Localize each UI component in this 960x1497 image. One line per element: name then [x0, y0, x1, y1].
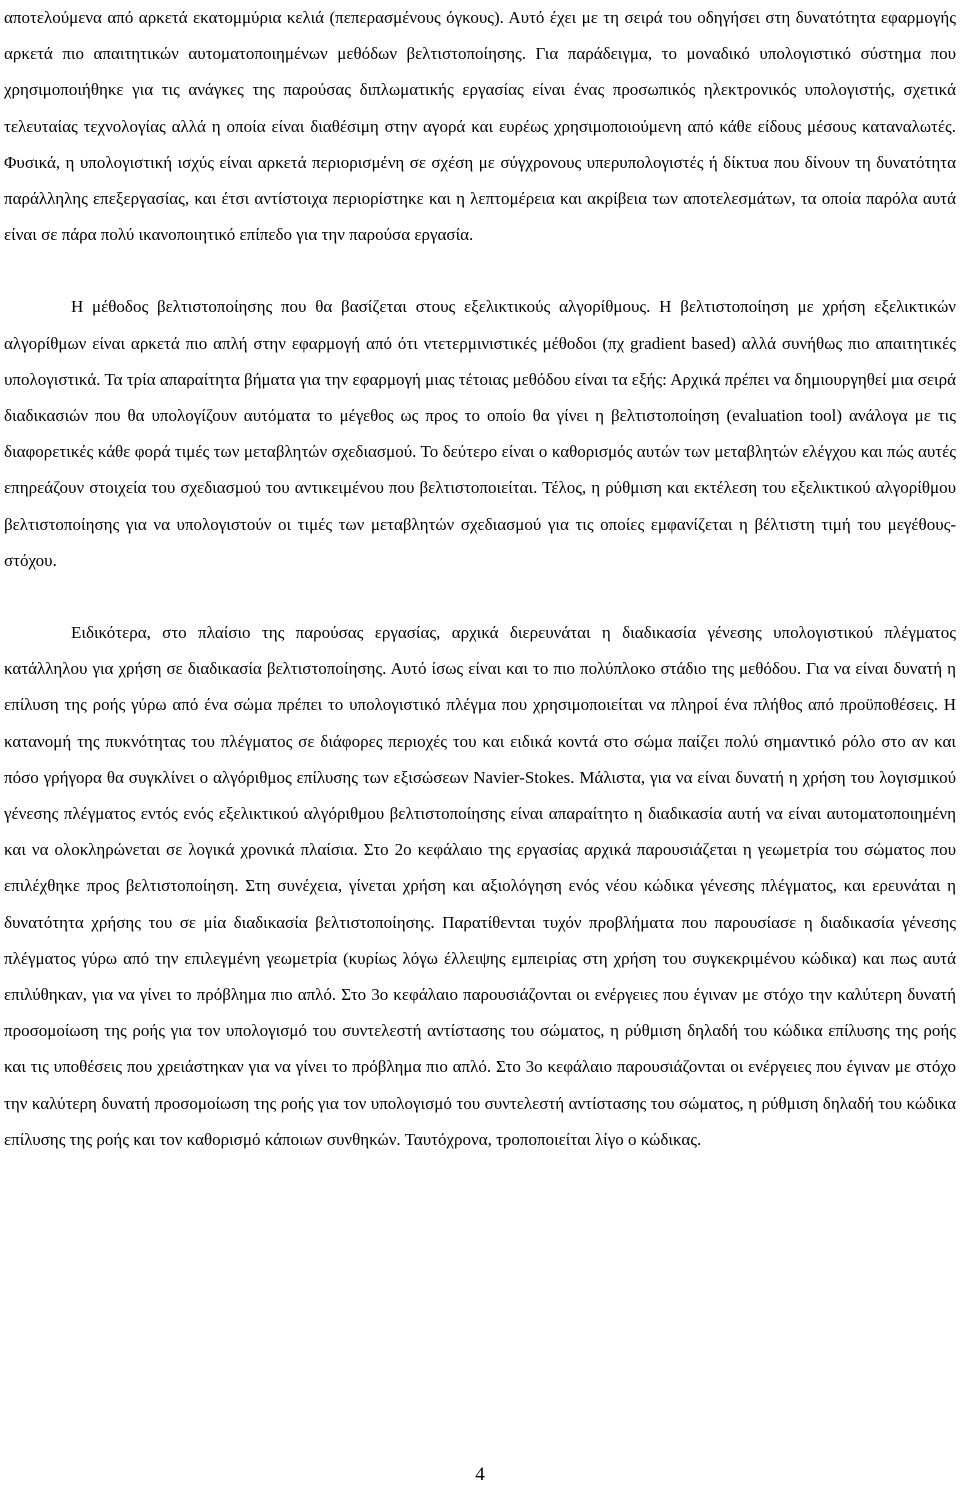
page-number: 4: [475, 1464, 485, 1485]
paragraph-1: αποτελούμενα από αρκετά εκατομμύρια κελιά (πεπερασμένους όγκους). Αυτό έχει με τη σειρά του οδηγήσει στη δυνατότητα εφαρμογής αρκετά πιο απαιτητικών αυτοματοποιημένων μεθόδων βελτιστοποίησης. Για παράδειγμα, το μοναδικό υπολογιστικό σύστημα που χρησιμοποιήθηκε για τις ανάγκες της παρούσας διπλωματικής εργασίας είναι ένας προσωπικός ηλεκτρονικός υπολογιστής, σχετικά τελευταίας τεχνολογίας αλλά η οποία είναι διαθέσιμη στην αγορά και ευρέως χρησιμοποιούμενη από κάθε είδους μέσους καταναλωτές. Φυσικά, η υπολογιστική ισχύς είναι αρκετά περιορισμένη σε σχέση με σύγχρονους υπερυπολογιστές ή δίκτυα που δίνουν τη δυνατότητα παράλληλης επεξεργασίας, και έτσι αντίστοιχα περιορίστηκε και η λεπτομέρεια και ακρίβεια των αποτελεσμάτων, τα οποία παρόλα αυτά είναι σε πάρα πολύ ικανοποιητικό επίπεδο για την παρούσα εργασία.: [4, 8, 956, 245]
paragraph-2: Η μέθοδος βελτιστοποίησης που θα βασίζεται στους εξελικτικούς αλγορίθμους. Η βελτιστοποίηση με χρήση εξελικτικών αλγορίθμων είναι αρκετά πιο απλή στην εφαρμογή από ότι ντετερμινιστικές μέθοδοι (πχ gradient based) αλλά συνήθως πιο απαιτητικές υπολογιστικά. Τα τρία απαραίτητα βήματα για την εφαρμογή μιας τέτοιας μεθόδου είναι τα εξής: Αρχικά πρέπει να δημιουργηθεί μια σειρά διαδικασιών που θα υπολογίζουν αυτόματα το μέγεθος ως προς το οποίο θα γίνει η βελτιστοποίηση (evaluation tool) ανάλογα με τις διαφορετικές κάθε φορά τιμές των μεταβλητών σχεδιασμού. Το δεύτερο είναι ο καθορισμός αυτών των μεταβλητών ελέγχου και πώς αυτές επηρεάζουν στοιχεία του σχεδιασμού του αντικειμένου που βελτιστοποιείται. Τέλος, η ρύθμιση και εκτέλεση του εξελικτικού αλγορίθμου βελτιστοποίησης για να υπολογιστούν οι τιμές των μεταβλητών σχεδιασμού για τις οποίες εμφανίζεται η βέλτιστη τιμή του μεγέθους-στόχου.: [4, 297, 956, 570]
paragraph-3: Ειδικότερα, στο πλαίσιο της παρούσας εργασίας, αρχικά διερευνάται η διαδικασία γένεσης υπολογιστικού πλέγματος κατάλληλου για χρήση σε διαδικασία βελτιστοποίησης. Αυτό ίσως είναι και το πιο πολύπλοκο στάδιο της μεθόδου. Για να είναι δυνατή η επίλυση της ροής γύρω από ένα σώμα πρέπει το υπολογιστικό πλέγμα που χρησιμοποιείται να πληροί ένα πλήθος από προϋποθέσεις. Η κατανομή της πυκνότητας του πλέγματος σε διάφορες περιοχές του και ειδικά κοντά στο σώμα παίζει πολύ σημαντικό ρόλο στο αν και πόσο γρήγορα θα συγκλίνει ο αλγόριθμος επίλυσης των εξισώσεων Navier-Stokes. Μάλιστα, για να είναι δυνατή η χρήση του λογισμικού γένεσης πλέγματος εντός ενός εξελικτικού αλγόριθμου βελτιστοποίησης είναι απαραίτητο η διαδικασία αυτή να είναι αυτοματοποιημένη και να ολοκληρώνεται σε λογικά χρονικά πλαίσια. Στο 2ο κεφάλαιο της εργασίας αρχικά παρουσιάζεται η γεωμετρία του σώματος που επιλέχθηκε προς βελτιστοποίηση. Στη συνέχεια, γίνεται χρήση και αξιολόγηση ενός νέου κώδικα γένεσης πλέγματος, και ερευνάται η δυνατότητα χρήσης του σε μία διαδικασία βελτιστοποίησης. Παρατίθενται τυχόν προβλήματα που παρουσίασε η διαδικασία γένεσης πλέγματος γύρω από την επιλεγμένη γεωμετρία (κυρίως λόγω έλλειψης εμπειρίας στη χρήση του συγκεκριμένου κώδικα) και πως αυτά επιλύθηκαν, για να γίνει το πρόβλημα πιο απλό. Στο 3ο κεφάλαιο παρουσιάζονται οι ενέργειες που έγιναν με στόχο την καλύτερη δυνατή προσομοίωση της ροής για τον υπολογισμό του συντελεστή αντίστασης του σώματος, η ρύθμιση δηλαδή του κώδικα επίλυσης της ροής και τις υποθέσεις που χρειάστηκαν για να γίνει το πρόβλημα πιο απλό. Στο 3ο κεφάλαιο παρουσιάζονται οι ενέργειες που έγιναν με στόχο την καλύτερη δυνατή προσομοίωση της ροής για τον υπολογισμό του συντελεστή αντίστασης του σώματος, η ρύθμιση δηλαδή του κώδικα επίλυσης της ροής και τον καθορισμό κάποιων συνθηκών. Ταυτόχρονα, τροποποιείται λίγο ο κώδικας.: [4, 623, 956, 1149]
document-page: [4, 0, 956, 1158]
